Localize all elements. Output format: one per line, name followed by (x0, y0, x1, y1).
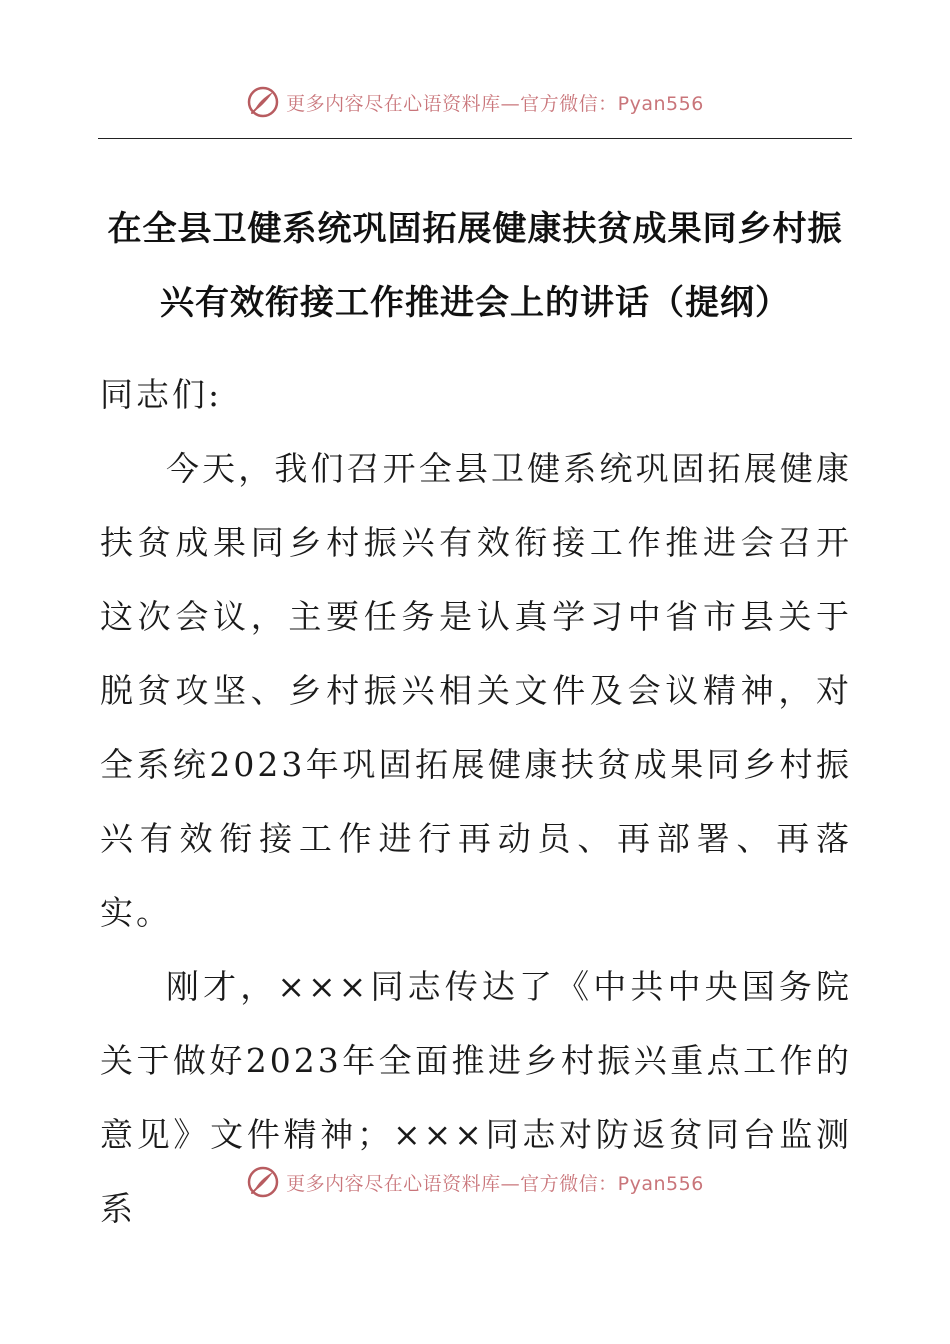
footer-watermark (0, 1162, 950, 1202)
salutation: 同志们: (100, 375, 223, 414)
header-divider (98, 138, 852, 139)
document-body (100, 358, 852, 1246)
feather-pen-logo-icon (246, 85, 280, 119)
header-watermark (0, 82, 950, 122)
body-paragraph: 今天，我们召开全县卫健系统巩固拓展健康扶贫成果同乡村振兴有效衔接工作推进会召开这次会议，主要任务是认真学习中省市县关于脱贫攻坚、乡村振兴相关文件及会议精神，对全系统2023年巩固拓展健康扶贫成果同乡村振兴有效衔接工作进行再动员、再部署、再落实。 (100, 449, 852, 932)
body-paragraph: 刚才，×××同志传达了《中共中央国务院关于做好2023年全面推进乡村振兴重点工作的意见》文件精神；×××同志对防返贫同台监测系 (100, 967, 852, 1228)
wechat-id: Pyan556 (617, 92, 704, 115)
watermark-text: 更多内容尽在心语资料库—官方微信：Pyan556 (286, 1172, 704, 1195)
watermark-text: 更多内容尽在心语资料库—官方微信：Pyan556 (286, 92, 704, 115)
document-title: 在全县卫健系统巩固拓展健康扶贫成果同乡村振兴有效衔接工作推进会上的讲话（提纲） (107, 209, 843, 323)
wechat-id: Pyan556 (617, 1172, 704, 1195)
feather-pen-logo-icon (246, 1165, 280, 1199)
